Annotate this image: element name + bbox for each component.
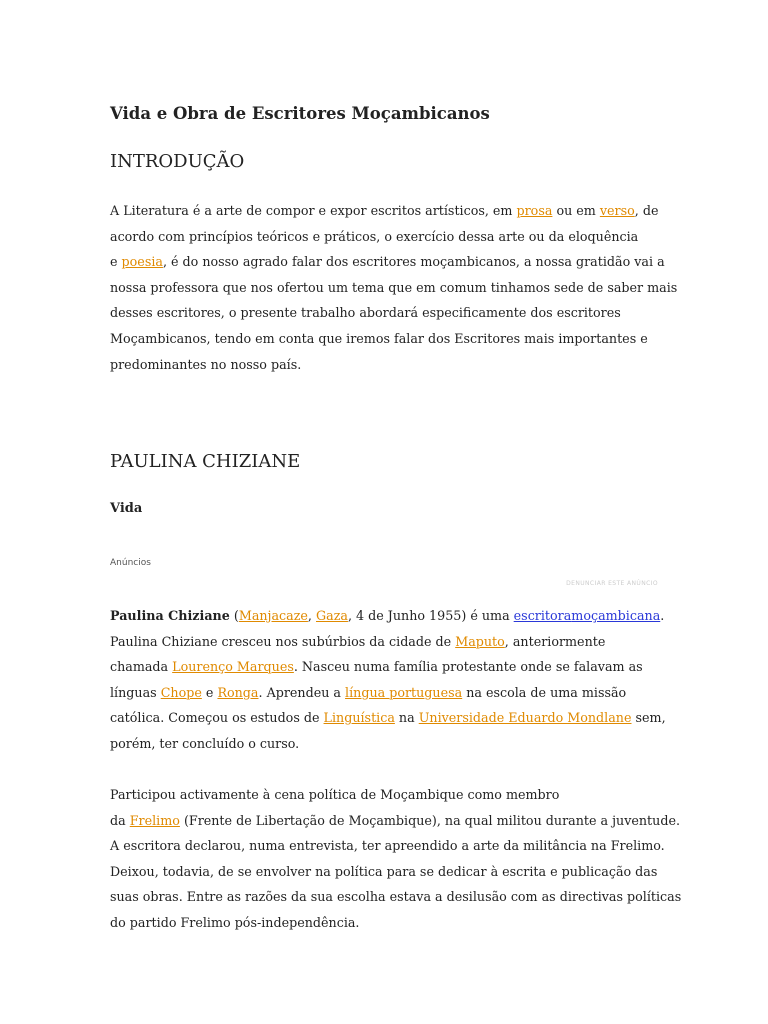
text-run: na xyxy=(394,710,419,726)
link-verso[interactable]: verso xyxy=(599,203,635,218)
text-run: ou em xyxy=(552,203,600,218)
text-run: , é do nosso agrado falar dos escritores moçambicanos, a nossa gratidão vai a xyxy=(162,254,665,270)
text-line xyxy=(110,654,658,680)
text-run: Paulina Chiziane cresceu nos subúrbios da cidade de xyxy=(110,633,456,649)
text-line xyxy=(110,808,680,834)
link-chope[interactable]: Chope xyxy=(160,684,202,700)
text-run: (Frente de Libertação de Moçambique), na qual militou durante a juventude. xyxy=(179,812,680,828)
text-line: Moçambicanos, tendo em conta que iremos falar dos Escritores mais importantes e xyxy=(110,330,648,346)
text-line: predominantes no nosso país. xyxy=(110,356,302,372)
text-line: Deixou, todavia, de se envolver na política para se dedicar à escrita e publicação das xyxy=(110,863,658,879)
text-run: e xyxy=(201,684,218,700)
text-run: sem, xyxy=(631,710,666,726)
text-run: , 4 de Junho 1955) é uma xyxy=(347,608,514,623)
text-run: ( xyxy=(229,608,239,623)
link-universidade-eduardo-mondlane[interactable]: Universidade Eduardo Mondlane xyxy=(418,710,632,726)
text-line: nossa professora que nos ofertou um tema que em comum tinhamos sede de saber mais xyxy=(110,279,678,295)
link-poesia[interactable]: poesia xyxy=(121,254,163,270)
introduction-heading: INTRODUÇÃO xyxy=(110,151,245,172)
link-linguistica[interactable]: Linguística xyxy=(323,710,395,726)
text-line: porém, ter concluído o curso. xyxy=(110,735,300,751)
text-line: suas obras. Entre as razões da sua escolha estava a desilusão com as directivas políticas xyxy=(110,889,682,905)
link-ronga[interactable]: Ronga xyxy=(217,684,259,700)
author-name: Paulina Chiziane xyxy=(110,608,230,623)
link-lingua-portuguesa[interactable]: língua portuguesa xyxy=(345,684,463,700)
text-run: línguas xyxy=(110,684,161,700)
text-run: da xyxy=(110,812,130,828)
link-lourenco-marques[interactable]: Lourenço Marques xyxy=(172,659,294,675)
report-ad-link[interactable]: DENUNCIAR ESTE ANÚNCIO xyxy=(566,580,658,587)
text-line: Participou activamente à cena política de Moçambique como membro xyxy=(110,787,560,802)
text-line xyxy=(110,629,658,655)
text-line xyxy=(110,603,665,629)
text-line: A escritora declarou, numa entrevista, ter apreendido a arte da militância na Frelimo. xyxy=(110,838,665,854)
biography-paragraph-1 xyxy=(110,603,666,757)
document-title: Vida e Obra de Escritores Moçambicanos xyxy=(110,104,490,123)
text-run: , anteriormente xyxy=(504,633,606,649)
introduction-paragraph xyxy=(110,198,678,377)
text-run: , de xyxy=(634,203,659,218)
text-run: . Nasceu numa família protestante onde se falavam as xyxy=(293,659,643,675)
link-frelimo[interactable]: Frelimo xyxy=(129,812,180,828)
text-run: católica. Começou os estudos de xyxy=(110,710,324,726)
ads-label: Anúncios xyxy=(110,558,151,568)
link-prosa[interactable]: prosa xyxy=(516,203,553,218)
link-mocambicana[interactable]: moçambicana xyxy=(571,608,661,623)
text-run: na escola de uma missão xyxy=(462,684,627,700)
text-line xyxy=(110,198,658,224)
link-escritora[interactable]: escritora xyxy=(513,608,572,623)
biography-paragraph-2 xyxy=(110,782,682,936)
text-line: desses escritores, o presente trabalho abordará especificamente dos escritores xyxy=(110,305,621,321)
text-line xyxy=(110,680,658,706)
text-run: . Aprendeu a xyxy=(258,684,346,700)
text-line: do partido Frelimo pós-independência. xyxy=(110,914,360,930)
link-gaza[interactable]: Gaza xyxy=(316,608,348,623)
text-run: chamada xyxy=(110,659,173,675)
text-line: acordo com princípios teóricos e práticos, o exercício dessa arte ou da eloquência xyxy=(110,228,639,244)
life-subheading: Vida xyxy=(110,501,143,516)
text-line xyxy=(110,705,666,731)
author-heading: PAULINA CHIZIANE xyxy=(110,451,301,472)
text-line xyxy=(110,249,665,275)
text-run: A Literatura é a arte de compor e expor escritos artísticos, em xyxy=(110,203,517,218)
text-run: . xyxy=(660,608,665,623)
link-maputo[interactable]: Maputo xyxy=(455,633,505,649)
text-run: e xyxy=(110,254,122,270)
text-run: , xyxy=(307,608,316,623)
link-manjacaze[interactable]: Manjacaze xyxy=(238,608,308,623)
